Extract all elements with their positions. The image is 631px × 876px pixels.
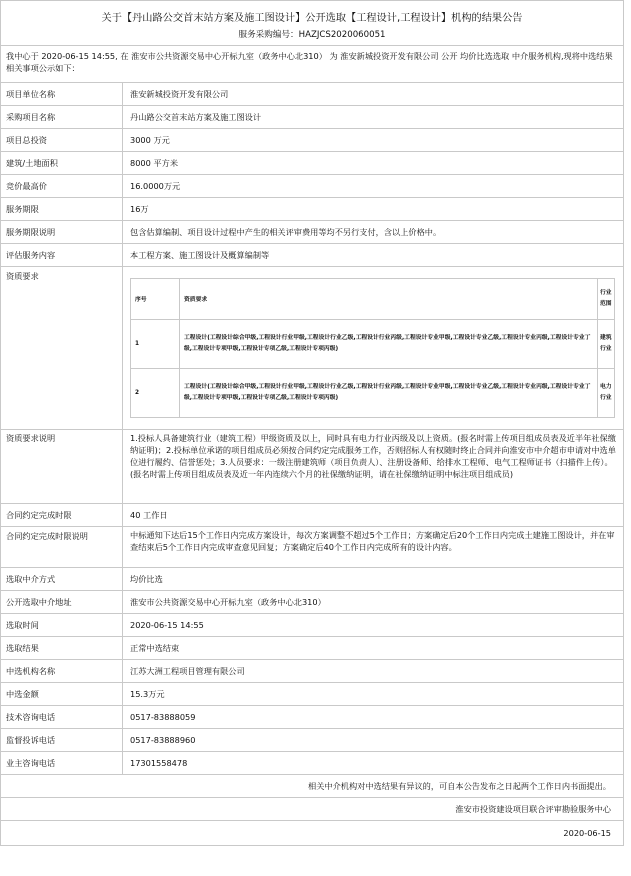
table-row: [1, 637, 623, 660]
row-label: 评估服务内容: [1, 244, 123, 267]
row-value: 40 工作日: [123, 504, 624, 527]
item-number: 2: [131, 368, 180, 417]
row-label: 中选金额: [1, 683, 123, 706]
table-row: [1, 660, 623, 683]
row-label: 服务期限: [1, 198, 123, 221]
row-label: 项目总投资: [1, 129, 123, 152]
qualification-item: [131, 368, 615, 417]
item-requirement: 工程设计(工程设计综合甲级,工程设计行业甲级,工程设计行业乙级,工程设计行业丙级,工程设计专业甲级,工程设计专业乙级,工程设计专业丙级,工程设计专业丁级,工程设计专项甲级,工程设计专项乙级,工程设计专项丙级): [180, 368, 598, 417]
qualification-table: [130, 278, 615, 418]
column-header: 序号: [131, 278, 180, 319]
row-value: 正常中选结束: [123, 637, 624, 660]
row-value: 15.3万元: [123, 683, 624, 706]
table-row: [1, 527, 623, 568]
qualification-row: [1, 267, 623, 430]
table-row: [1, 568, 623, 591]
table-row: [1, 614, 623, 637]
row-label: 服务期限说明: [1, 221, 123, 244]
row-label: 选取时间: [1, 614, 123, 637]
qualification-header: [131, 278, 615, 319]
table-row: [1, 198, 623, 221]
row-label: 项目单位名称: [1, 83, 123, 106]
row-label: 选取中介方式: [1, 568, 123, 591]
row-label: 竞价最高价: [1, 175, 123, 198]
row-value: 0517-83888059: [123, 706, 624, 729]
row-value: 淮安市公共资源交易中心开标九室（政务中心北310）: [123, 591, 624, 614]
table-row: [1, 83, 623, 106]
table-row: [1, 430, 623, 504]
table-row: [1, 729, 623, 752]
row-label: 选取结果: [1, 637, 123, 660]
row-value: 江苏大洲工程项目管理有限公司: [123, 660, 624, 683]
row-label: 合同约定完成时限: [1, 504, 123, 527]
table-row: [1, 706, 623, 729]
row-label: 合同约定完成时限说明: [1, 527, 123, 568]
intro-paragraph: 我中心于 2020-06-15 14:55, 在 淮安市公共资源交易中心开标九室（政务中心北310） 为 淮安新城投资开发有限公司 公开 均价比选选取 中介服务机构,现将中选结果相关事项公示如下：: [1, 45, 623, 82]
publish-date: 2020-06-15: [1, 820, 623, 845]
item-number: 1: [131, 319, 180, 368]
row-value: 本工程方案、施工图设计及概算编制等: [123, 244, 624, 267]
row-label: 资质要求: [1, 267, 123, 430]
row-value: 17301558478: [123, 752, 624, 775]
table-row: [1, 129, 623, 152]
row-value: 0517-83888960: [123, 729, 624, 752]
table-row: [1, 504, 623, 527]
row-label: 技术咨询电话: [1, 706, 123, 729]
objection-notice: 相关中介机构对中选结果有异议的，可自本公告发布之日起两个工作日内书面提出。: [1, 774, 623, 797]
row-label: 中选机构名称: [1, 660, 123, 683]
item-requirement: 工程设计(工程设计综合甲级,工程设计行业甲级,工程设计行业乙级,工程设计行业丙级,工程设计专业甲级,工程设计专业乙级,工程设计专业丙级,工程设计专业丁级,工程设计专项甲级,工程设计专项乙级,工程设计专项丙级): [180, 319, 598, 368]
issuer-name: 淮安市投资建设项目联合评审勘验服务中心: [1, 797, 623, 820]
table-row: [1, 244, 623, 267]
row-value: 丹山路公交首末站方案及施工图设计: [123, 106, 624, 129]
row-value: 均价比选: [123, 568, 624, 591]
service-code: 服务采购编号：HAZJCS2020060051: [238, 30, 386, 40]
row-label: 采购项目名称: [1, 106, 123, 129]
details-table: [1, 82, 623, 774]
table-row: [1, 175, 623, 198]
row-value: 中标通知下达后15个工作日内完成方案设计，每次方案调整不超过5个工作日；方案确定后20个工作日内完成土建施工图设计，并在审查结束后5个工作日内完成审查意见回复；方案确定后40个工作日内完成所有的设计内容。: [123, 527, 624, 568]
row-value: 3000 万元: [123, 129, 624, 152]
row-value: 包含估算编制、项目设计过程中产生的相关评审费用等均不另行支付，含以上价格中。: [123, 221, 624, 244]
column-header: 资质要求: [180, 278, 598, 319]
row-label: 建筑/土地面积: [1, 152, 123, 175]
row-value: 16.0000万元: [123, 175, 624, 198]
row-value: 8000 平方米: [123, 152, 624, 175]
page-title: 关于【丹山路公交首末站方案及施工图设计】公开选取【工程设计,工程设计】机构的结果公告: [101, 13, 523, 24]
table-row: [1, 591, 623, 614]
row-label: 资质要求说明: [1, 430, 123, 504]
table-row: [1, 221, 623, 244]
column-header: 行业范围: [598, 278, 615, 319]
row-label: 监督投诉电话: [1, 729, 123, 752]
table-row: [1, 106, 623, 129]
row-label: 公开选取中介地址: [1, 591, 123, 614]
row-value: 淮安新城投资开发有限公司: [123, 83, 624, 106]
table-row: [1, 683, 623, 706]
row-value: 2020-06-15 14:55: [123, 614, 624, 637]
row-label: 业主咨询电话: [1, 752, 123, 775]
item-scope: 建筑行业: [598, 319, 615, 368]
item-scope: 电力行业: [598, 368, 615, 417]
qualification-item: [131, 319, 615, 368]
row-value: 16万: [123, 198, 624, 221]
row-value: 1.投标人具备建筑行业（建筑工程）甲级资质及以上，同时具有电力行业丙级及以上资质。(报名时需上传项目组成员表及近半年社保缴纳证明)；2.投标单位承诺的项目组成员必须按合同约定完成服务工作，否则招标人有权随时终止合同并向淮安市中介超市申请对中选单位进行履约、信誉惩处；3.人员要求：一级注册建筑师（项目负责人）、注册设备师、给排水工程师、电气工程师证书（扫描件上传）。(报名时需上传项目组成员表及近一年内连续六个月的社保缴纳证明，请在社保缴纳证明中标注项目组成员): [123, 430, 624, 504]
table-row: [1, 752, 623, 775]
table-row: [1, 152, 623, 175]
